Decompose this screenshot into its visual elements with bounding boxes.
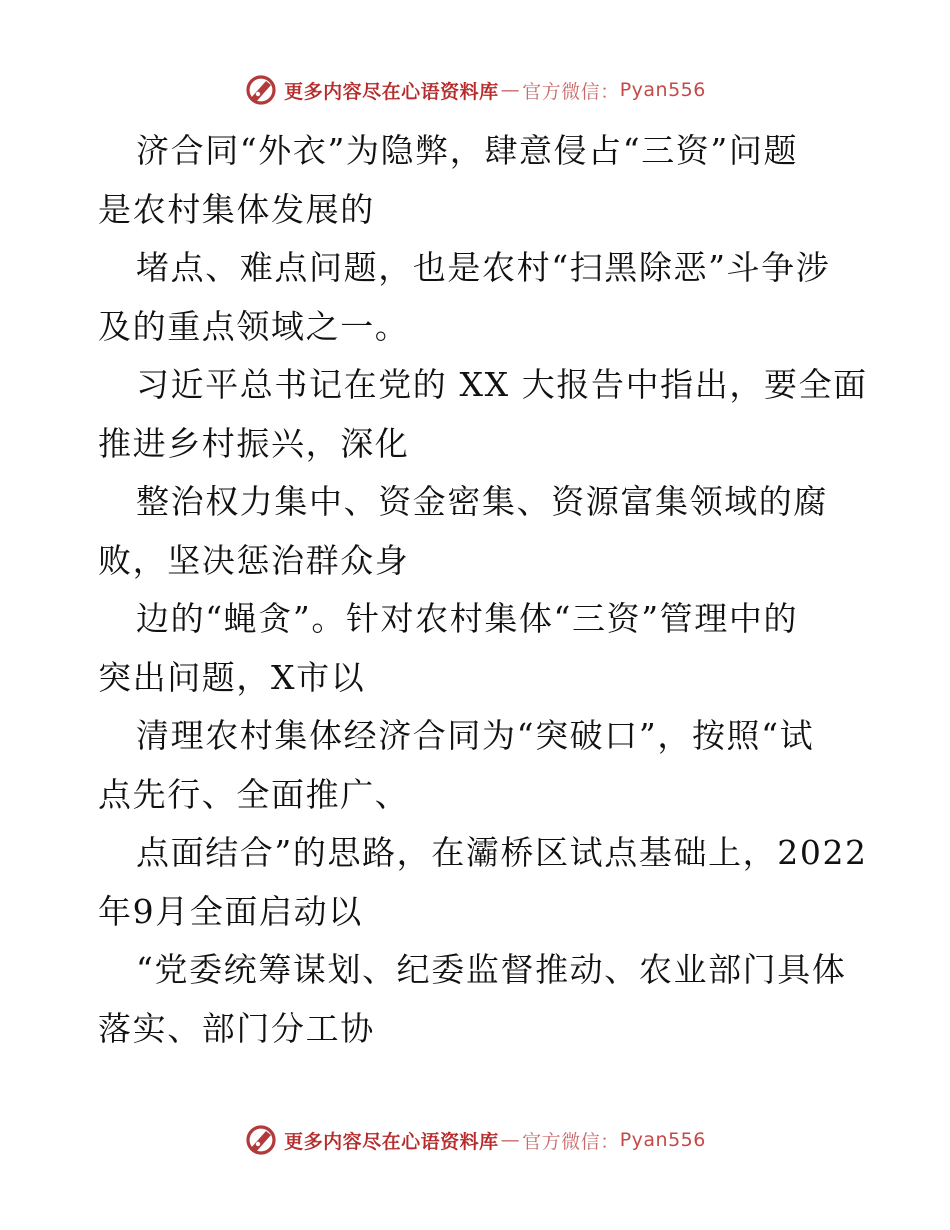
pen-logo-icon	[244, 1123, 278, 1157]
text-line: 及的重点领域之一。	[98, 306, 410, 346]
text-line: 清理农村集体经济合同为“突破口”，按照“试	[136, 716, 815, 755]
text-line: 落实、部门分工协	[98, 1008, 375, 1048]
text-line: 是农村集体发展的	[98, 189, 375, 229]
text-line: 年9月全面启动以	[98, 891, 363, 931]
document-body	[98, 122, 868, 1058]
text-line: 点先行、全面推广、	[98, 774, 410, 814]
watermark-brand: 更多内容尽在心语资料库	[284, 1130, 499, 1153]
watermark-account: Pyan556	[619, 1129, 706, 1151]
text-line: 济合同“外衣”为隐弊，肆意侵占“三资”问题	[136, 131, 799, 170]
text-line: “党委统筹谋划、纪委监督推动、农业部门具体	[136, 950, 847, 989]
text-line: 习近平总书记在党的 XX 大报告中指出，要全面	[136, 365, 868, 404]
text-line: 边的“蝇贪”。针对农村集体“三资”管理中的	[136, 599, 799, 638]
watermark-account: Pyan556	[619, 79, 706, 101]
text-line: 突出问题，X市以	[98, 657, 366, 697]
text-line: 整治权力集中、资金密集、资源富集领域的腐	[136, 482, 828, 521]
header-watermark	[0, 70, 950, 110]
pen-logo-icon	[244, 73, 278, 107]
watermark-label: 官方微信：	[522, 80, 620, 103]
watermark-brand: 更多内容尽在心语资料库	[284, 80, 499, 103]
text-line: 堵点、难点问题，也是农村“扫黑除恶”斗争涉	[136, 248, 831, 287]
footer-watermark	[0, 1120, 950, 1160]
text-line: 败，坚决惩治群众身	[98, 540, 410, 580]
text-line: 推进乡村振兴，深化	[98, 423, 410, 463]
watermark-separator: —	[500, 1129, 521, 1151]
watermark-separator: —	[500, 79, 521, 101]
text-line: 点面结合”的思路，在灞桥区试点基础上，2022	[136, 833, 868, 872]
watermark-label: 官方微信：	[522, 1130, 620, 1153]
